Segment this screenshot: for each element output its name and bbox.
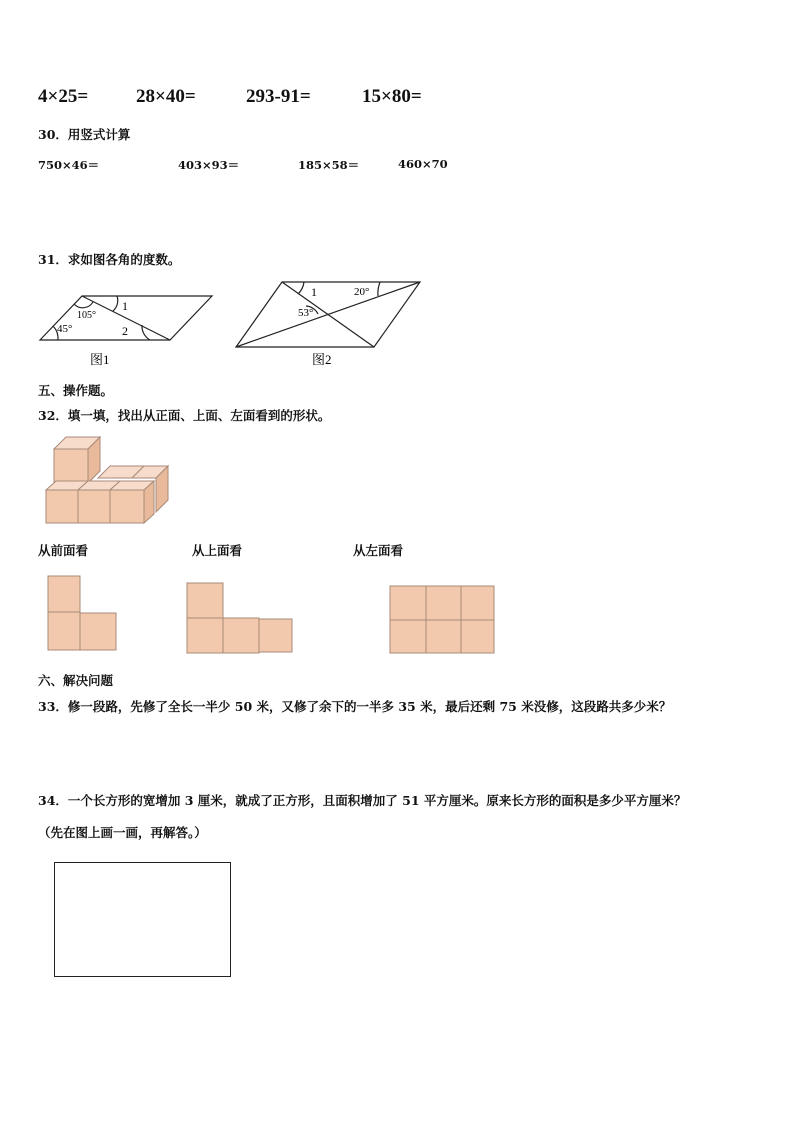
oral-calc-4: 15×80= — [362, 86, 422, 107]
oral-calc-2: 28×40= — [136, 86, 196, 107]
q34-note: （先在图上画一画，再解答。） — [38, 825, 207, 840]
fig2-label-20: 20° — [354, 286, 370, 298]
q33-text: 33．修一段路，先修了全长一半少 50 米，又修了余下的一半多 35 米，最后还剩 75 米没修，这段路共多少米？ — [38, 699, 672, 714]
fig1-label-45: 45° — [57, 323, 73, 335]
fig2-label-1: 1 — [311, 285, 317, 299]
front-view-grid — [48, 576, 116, 650]
view-label-left: 从左面看 — [353, 543, 404, 558]
q32-title: 32．填一填，找出从正面、上面、左面看到的形状。 — [38, 408, 331, 423]
view-label-top: 从上面看 — [192, 543, 243, 558]
fig1-label-2: 2 — [122, 324, 128, 338]
fig1-label-1: 1 — [122, 299, 128, 313]
fig1-caption: 图1 — [90, 352, 110, 367]
q30-item-2: 403×93＝ — [178, 158, 240, 172]
q30-item-3: 185×58＝ — [298, 158, 360, 172]
section-5-heading: 五、操作题。 — [38, 383, 114, 398]
fig2-label-53: 53° — [298, 307, 314, 319]
section-6-heading: 六、解决问题 — [38, 673, 114, 688]
view-label-front: 从前面看 — [38, 543, 89, 558]
q30-title: 30．用竖式计算 — [38, 127, 131, 142]
fig1-label-105: 105° — [77, 310, 96, 321]
oral-calc-3: 293-91= — [246, 86, 311, 107]
q34-drawing-rectangle[interactable] — [54, 862, 231, 977]
q31-title: 31．求如图各角的度数。 — [38, 252, 181, 267]
left-view-grid — [390, 586, 494, 653]
q30-item-4: 460×70 — [398, 157, 448, 171]
top-view-grid — [187, 583, 292, 653]
fig2-caption: 图2 — [312, 352, 332, 367]
q34-text: 34．一个长方形的宽增加 3 厘米，就成了正方形，且面积增加了 51 平方厘米。原来长方形的面积是多少平方厘米？ — [38, 793, 687, 808]
oral-calc-1: 4×25= — [38, 86, 89, 107]
q30-item-1: 750×46＝ — [38, 158, 100, 172]
